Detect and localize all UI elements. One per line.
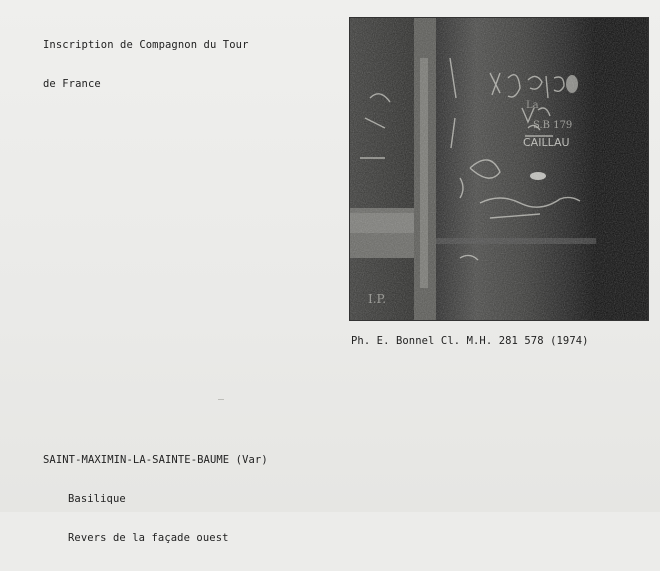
location-building: Basilique: [68, 493, 126, 505]
caption-title: [43, 13, 249, 117]
location-place: SAINT-MAXIMIN-LA-SAINTE-BAUME (Var): [43, 454, 268, 466]
photograph-graphic: [350, 18, 648, 320]
location-caption: [43, 428, 268, 571]
inscription-photograph: [349, 17, 649, 321]
caption-title-line-1: Inscription de Compagnon du Tour: [43, 39, 249, 51]
photo-credit: Ph. E. Bonnel Cl. M.H. 281 578 (1974): [351, 335, 589, 347]
paper-speck: [218, 399, 224, 400]
caption-title-line-2: de France: [43, 78, 101, 90]
location-detail: Revers de la façade ouest: [68, 532, 229, 544]
